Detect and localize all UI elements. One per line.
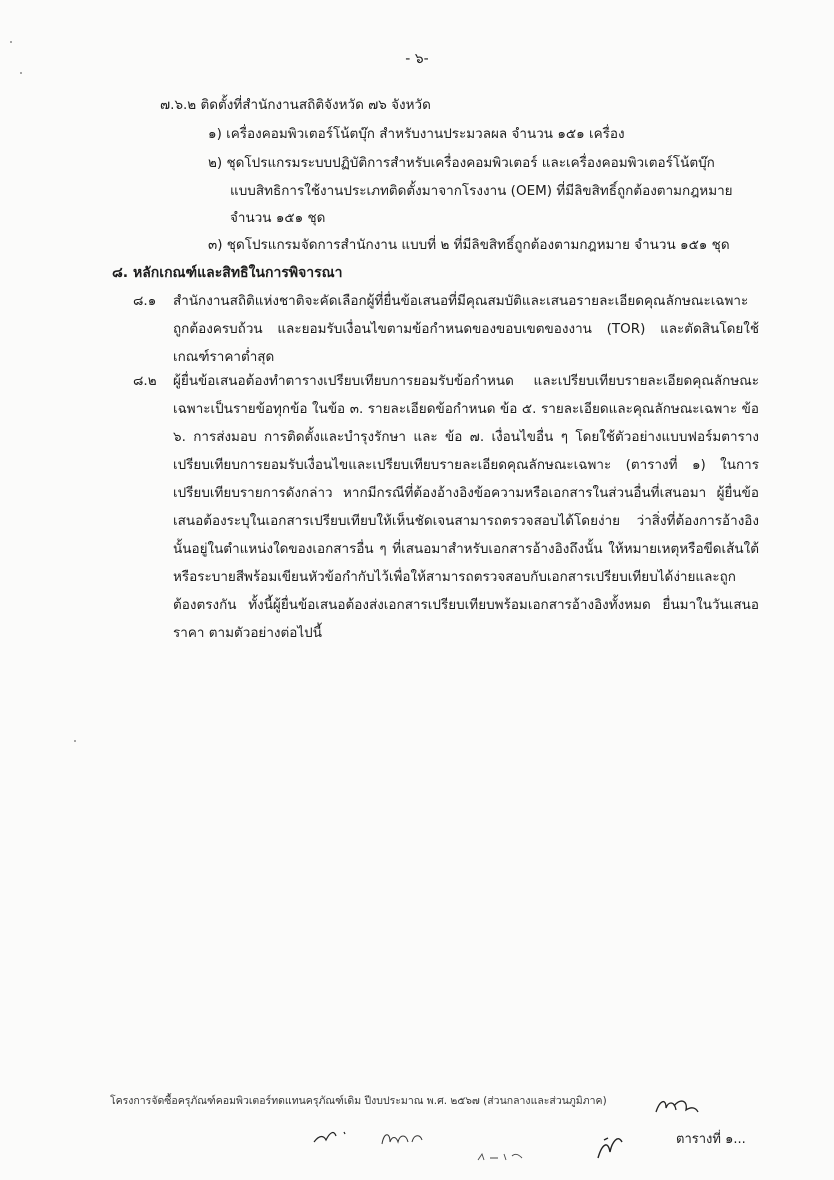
item-os-line-3: จำนวน ๑๕๑ ชุด xyxy=(230,210,326,226)
handwritten-initial xyxy=(312,1124,352,1148)
paragraph-text: สำนักงานสถิติแห่งชาติจะคัดเลือกผู้ที่ยื่นข้อเสนอที่มีคุณสมบัติและเสนอรายละเอียดคุณลักษณะเฉพาะถูกต้องครบถ้วน และยอมรับเงื่อนไขตามข้อกำหนดของขอบเขตของงาน (TOR) และตัดสินโดยใช้เกณฑ์ราคาต่ำสุด xyxy=(173,293,759,365)
paragraph-8-1 xyxy=(133,287,759,371)
footer-project-title: โครงการจัดซื้อครุภัณฑ์คอมพิวเตอร์ทดแทนครุภัณฑ์เดิม ปีงบประมาณ พ.ศ. ๒๕๖๗ (ส่วนกลางและส่วนภูมิภาค) xyxy=(110,1095,607,1107)
item-os-line-2: แบบสิทธิการใช้งานประเภทติดตั้งมาจากโรงงาน (OEM) ที่มีลิขสิทธิ์ถูกต้องตามกฎหมาย xyxy=(230,183,733,199)
item-os-line-1: ๒) ชุดโปรแกรมระบบปฏิบัติการสำหรับเครื่องคอมพิวเตอร์ และเครื่องคอมพิวเตอร์โน้ตบุ๊ก xyxy=(208,155,715,171)
scan-speck xyxy=(74,740,76,742)
paragraph-number: ๘.๒ xyxy=(133,373,157,389)
scan-speck xyxy=(20,72,22,74)
paragraph-number: ๘.๑ xyxy=(133,293,157,309)
paragraph-8-2 xyxy=(133,367,759,647)
scan-speck xyxy=(10,41,12,43)
handwritten-initial xyxy=(476,1148,526,1164)
item-office-suite: ๓) ชุดโปรแกรมจัดการสำนักงาน แบบที่ ๒ ที่มีลิขสิทธิ์ถูกต้องตามกฎหมาย จำนวน ๑๕๑ ชุด xyxy=(208,237,730,253)
handwritten-initial xyxy=(378,1126,428,1150)
page-number: - ๖- xyxy=(405,51,429,67)
paragraph-text: ผู้ยื่นข้อเสนอต้องทำตารางเปรียบเทียบการยอมรับข้อกำหนด และเปรียบเทียบรายละเอียดคุณลักษณะเฉพาะเป็นรายข้อทุกข้อ ในข้อ ๓. รายละเอียดข้อกำหนด ข้อ ๕. รายละเอียดและคุณลักษณะเฉพาะ ข้อ ๖. การส่งมอบ การติดตั้งและบำรุงรักษา และ ข้อ ๗. เงื่อนไขอื่น ๆ โดยใช้ตัวอย่างแบบฟอร์มตารางเปรียบเทียบการยอมรับเงื่อนไขและเปรียบเทียบรายละเอียดคุณลักษณะเฉพาะ (ตารางที่ ๑) ในการเปรียบเทียบรายการดังกล่าว หากมีกรณีที่ต้องอ้างอิงข้อความหรือเอกสารในส่วนอื่นที่เสนอมา ผู้ยื่นข้อเสนอต้องระบุในเอกสารเปรียบเทียบให้เห็นชัดเจนสามารถตรวจสอบได้โดยง่าย ว่าสิ่งที่ต้องการอ้างอิงนั้นอยู่ในตำแหน่งใดของเอกสารอื่น ๆ ที่เสนอมาสำหรับเอกสารอ้างอิงถึงนั้น ให้หมายเหตุหรือขีดเส้นใต้หรือระบายสีพร้อมเขียนหัวข้อกำกับไว้เพื่อให้สามารถตรวจสอบกับเอกสารเปรียบเทียบได้ง่ายและถูกต้องตรงกัน ทั้งนี้ผู้ยื่นข้อเสนอต้องส่งเอกสารเปรียบเทียบพร้อมเอกสารอ้างอิงทั้งหมด ยื่นมาในวันเสนอราคา ตามตัวอย่างต่อไปนี้ xyxy=(173,373,759,641)
next-table-reference: ตารางที่ ๑... xyxy=(676,1132,746,1147)
handwritten-signature xyxy=(652,1092,702,1120)
handwritten-initial xyxy=(594,1130,628,1164)
section-8-heading: ๘. หลักเกณฑ์และสิทธิในการพิจารณา xyxy=(112,265,343,281)
subsection-heading-7-6-2: ๗.๖.๒ ติดตั้งที่สำนักงานสถิติจังหวัด ๗๖ จังหวัด xyxy=(160,97,431,113)
item-notebook: ๑) เครื่องคอมพิวเตอร์โน้ตบุ๊ก สำหรับงานประมวลผล จำนวน ๑๕๑ เครื่อง xyxy=(208,126,625,142)
